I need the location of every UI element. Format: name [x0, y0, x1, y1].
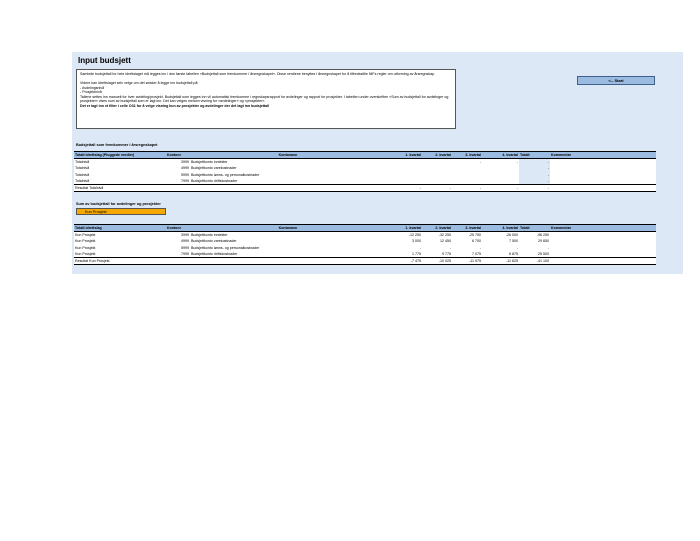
cell-level: Totalnivå	[74, 178, 166, 185]
cell-q1: -12 250	[386, 232, 422, 239]
cell-q4: -	[482, 245, 519, 251]
column-header: Kommentar	[550, 225, 656, 232]
cell-q4: -26 000	[482, 232, 519, 239]
cell-q3-input[interactable]	[452, 178, 482, 185]
cell-q3: 6 700	[452, 238, 482, 244]
table-row	[74, 159, 656, 166]
info-textbox	[76, 69, 456, 129]
table-header-row	[74, 152, 656, 159]
table-total-row	[74, 185, 656, 192]
total-q4: -11 625	[482, 258, 519, 265]
budget-table-annual	[74, 151, 656, 192]
page-title: Input budsjett	[78, 56, 131, 65]
cell-total: -	[519, 165, 550, 171]
cell-total: 25 500	[519, 251, 550, 258]
budget-sheet	[72, 52, 683, 274]
total-q1: -	[386, 185, 422, 192]
cell-account-no: 5999	[166, 172, 190, 178]
cell-comment-input[interactable]	[550, 178, 656, 185]
total-q4: -	[482, 185, 519, 192]
cell-account-no	[166, 185, 190, 192]
info-bullet: - Prosjektnivå	[80, 90, 102, 95]
table-header-row	[74, 225, 656, 232]
column-header: Totalt idrettslag (Pluggede verdier)	[74, 152, 166, 159]
column-header: 4. kvartal	[482, 152, 519, 159]
total-label: Resultat Kun Prosjekt	[74, 258, 166, 265]
cell-level: Totalnivå	[74, 159, 166, 166]
cell-level: Totalnivå	[74, 172, 166, 178]
total-comment	[550, 258, 656, 265]
cell-account-name: Budsjettkonto varekostnader	[190, 238, 386, 244]
cell-q4-input[interactable]: -	[482, 159, 519, 166]
cell-level: Kun Prosjekt	[74, 245, 166, 251]
column-header: Kontonavn	[190, 152, 386, 159]
info-paragraph: Det er lagt inn et filter i celle O31 for å velge visning kun av prosjekter og avdelinger der det lagt inn budsjettall	[80, 103, 270, 108]
cell-level: Kun Prosjekt	[74, 251, 166, 258]
cell-account-name	[190, 258, 386, 265]
cell-q2-input[interactable]	[422, 159, 452, 166]
column-header: Totalt	[519, 225, 550, 232]
cell-account-no: 7999	[166, 251, 190, 258]
total-q1: -7 475	[386, 258, 422, 265]
cell-account-name: Budsjettkonto varekostnader	[190, 165, 386, 171]
cell-q4: 6 875	[482, 251, 519, 258]
cell-q3: 7 075	[452, 251, 482, 258]
total-q3: -	[452, 185, 482, 192]
total-q3: -11 975	[452, 258, 482, 265]
table-total-row	[74, 258, 656, 265]
cell-level: Kun Prosjekt	[74, 232, 166, 239]
info-paragraph: Samlede budsjettall for hele idrettslaget må legges inn i den første tabellen «Budsjettall som fremkommer i årsregnskapet». Disse verdiene benyttes i årsregnskapet for å tilfredsstille NIFs regler om utforming av årsregnskap.	[80, 72, 436, 76]
cell-total: -96 250	[519, 232, 550, 239]
cell-q2: 12 450	[422, 238, 452, 244]
total-sum: -41 100	[519, 258, 550, 265]
cell-q2-input[interactable]	[422, 178, 452, 185]
total-label: Resultat Totalnivå	[74, 185, 166, 192]
column-header: Kontonr	[166, 225, 190, 232]
cell-q1-input[interactable]	[386, 178, 422, 185]
info-bullet: - Avdelingsnivå	[80, 85, 105, 90]
cell-account-no: 4999	[166, 165, 190, 171]
cell-q3: -	[452, 245, 482, 251]
cell-total: -	[519, 245, 550, 251]
cell-q2: 9 775	[422, 251, 452, 258]
cell-q3: -25 750	[452, 232, 482, 239]
column-header: Kontonr	[166, 152, 190, 159]
column-header: 3. kvartal	[452, 152, 482, 159]
cell-total: 29 650	[519, 238, 550, 244]
cell-account-no: 5999	[166, 245, 190, 251]
cell-account-no	[166, 258, 190, 265]
cell-account-name: Budsjettkonto inntekter	[190, 232, 386, 239]
info-paragraph: Tallene settes inn manuelt for hver avdeling/prosjekt. Budsjettall som legges inn vil automatisk fremkomme i regnskapsrapport for avdelinger og rapport for prosjekter. I tabellen under overskriften «Sum av budsjettall for avdelinger og prosjekter» vises sum av budsjettall som er lagt inn. Det kan velges mellom visning for «avdelinger» og «prosjekter».	[80, 94, 449, 104]
cell-q4-input[interactable]	[482, 178, 519, 185]
cell-comment-input[interactable]	[550, 251, 656, 258]
cell-account-no: 3999	[166, 159, 190, 166]
column-header: 3. kvartal	[452, 225, 482, 232]
table1-label: Budsjettall som fremkommer i årsregnskapet	[76, 143, 158, 147]
start-button[interactable]: <-- Start	[577, 76, 655, 85]
cell-level: Totalnivå	[74, 165, 166, 171]
cell-comment-input[interactable]	[550, 159, 656, 166]
view-filter-dropdown[interactable]: Kun Prosjekt	[76, 208, 166, 215]
table2-label: Sum av budsjettall for avdelinger og prosjekter	[76, 202, 161, 206]
column-header: 1. kvartal	[386, 152, 422, 159]
total-q2: -	[422, 185, 452, 192]
cell-account-no: 3999	[166, 232, 190, 239]
cell-q2: -	[422, 245, 452, 251]
cell-account-no: 4999	[166, 238, 190, 244]
cell-total: -	[519, 178, 550, 185]
cell-q1: -	[386, 245, 422, 251]
total-sum: -	[519, 185, 550, 192]
cell-q3-input[interactable]: -	[452, 159, 482, 166]
total-comment	[550, 185, 656, 192]
cell-q2: -32 250	[422, 232, 452, 239]
column-header: 1. kvartal	[386, 225, 422, 232]
cell-account-name: Budsjettkonto lønns- og personalkostnader	[190, 172, 386, 178]
cell-q1: 1 775	[386, 251, 422, 258]
table-row	[74, 251, 656, 258]
cell-account-no: 7999	[166, 178, 190, 185]
cell-total: -	[519, 172, 550, 178]
cell-account-name: Budsjettkonto driftskostnader	[190, 251, 386, 258]
column-header: Kontonavn	[190, 225, 386, 232]
cell-q1: 3 000	[386, 238, 422, 244]
cell-account-name: Budsjettkonto inntekter	[190, 159, 386, 166]
cell-level: Kun Prosjekt	[74, 238, 166, 244]
cell-q1-input[interactable]	[386, 159, 422, 166]
column-header: Kommentar	[550, 152, 656, 159]
column-header: 4. kvartal	[482, 225, 519, 232]
cell-q4: 7 500	[482, 238, 519, 244]
cell-comment-input[interactable]	[550, 232, 656, 239]
column-header: 2. kvartal	[422, 225, 452, 232]
budget-table-summary	[74, 224, 656, 265]
total-q2: -10 025	[422, 258, 452, 265]
column-header: 2. kvartal	[422, 152, 452, 159]
column-header: Totalt idrettslag	[74, 225, 166, 232]
cell-account-name: Budsjettkonto driftskostnader	[190, 178, 386, 185]
table-row	[74, 178, 656, 185]
cell-account-name	[190, 185, 386, 192]
cell-total: -	[519, 159, 550, 166]
info-paragraph: Videre kan idrettslaget selv velge om det ønsker å legge inn budsjettall på:	[80, 81, 199, 86]
column-header: Totalt	[519, 152, 550, 159]
cell-account-name: Budsjettkonto lønns- og personalkostnader	[190, 245, 386, 251]
table-row	[74, 232, 656, 239]
